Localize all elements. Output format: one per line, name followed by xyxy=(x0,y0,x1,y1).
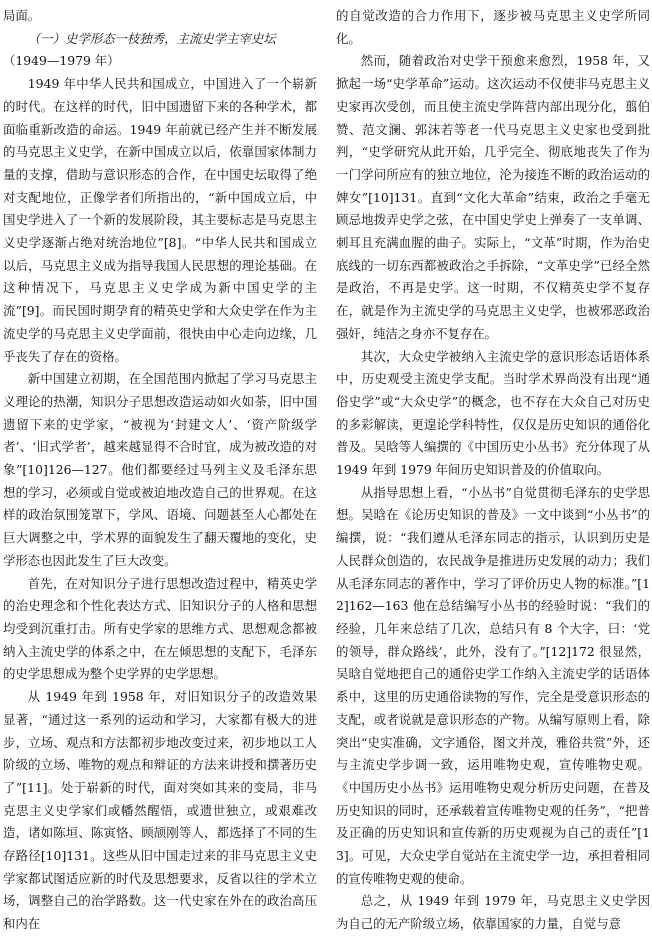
continued-paragraph: 局面。 xyxy=(3,8,41,23)
paragraph-second-point: 其次，大众史学被纳入主流史学的意识形态话语体系中，历史观受主流史学支配。当时学术界尚没有出现“通俗史学”或“大众史学”的概念，也不存在大众自己对历史的多彩解读，更遑论学科特性，仅仅是历史知识的通俗化普及。吴晗等人编撰的《中国历史小丛书》充分体现了从 1949 年到 1979 年间历史知识普及的价值取向。 xyxy=(336,348,650,478)
paragraph-history-revolution: 然而，随着政治对史学干预愈来愈烈，1958 年，又掀起一场“史学革命”运动。这次运动不仅使非马克思主义史家再次受创，而且使主流史学阵营内部出现分化，翦伯赞、范文澜、郭沫若等老一代马克思主义史家也受到批判，“史学研究从此开始，几乎完全、彻底地丧失了作为一门学问所应有的独立地位，沦为接连不断的政治运动的婢女”[10]131。直到“文化大革命”结束，政治之手毫无顾忌地拨弄史学之弦，在中国史学史上弹奏了一支单调、刺耳且充满血腥的曲子。实际上，“文革”时期，作为治史底线的一切东西都被政治之手拆除，“文革史学”已经全然是政治，不再是史学。这一时期，不仅精英史学不复存在，就是作为主流史学的马克思主义史学，也被邪恶政治强奸，纯洁之身亦不复存在。 xyxy=(336,53,650,341)
paragraph-guiding-thought: 从指导思想上看，“小丛书”自觉贯彻毛泽东的史学思想。吴晗在《论历史知识的普及》一文中谈到“小丛书”的编撰，说：“我们遵从毛泽东同志的指示，认识到历史是人民群众创造的，农民战争是推进历史发展的动力；我们从毛泽东同志的著作中，学习了评价历史人物的标准。”[12]162—163 他在总结编写小丛书的经验时说：“我们的经验，几年来总结了几次，总结只有 8 个大字，曰：‘党的领导，群众路线’，此外，没有了。”[12]172 很显然，吴晗自觉地把自己的通俗史学工作纳入主流史学的话语体系中，这里的历史通俗读物的写作，完全是受意识形态的支配，或者说就是意识形态的产物。从编写原则上看，除突出“史实准确，文字通俗，图文并茂，雅俗共赏”外，还与主流史学步调一致，运用唯物史观，宣传唯物史观。《中国历史小丛书》运用唯物史观分析历史问题，在普及历史知识的同时，还承载着宣传唯物史观的任务”，“把普及正确的历史知识和宣传新的历史观视为自己的责任”[13]。可见，大众史学自觉站在主流史学一边，承担着相同的宣传唯物史观的使命。 xyxy=(336,484,650,886)
section-heading: （一）史学形态一枝独秀，主流史学主宰史坛 xyxy=(27,30,276,46)
paragraph-1949-1958: 从 1949 年到 1958 年，对旧知识分子的改造效果显著，“通过这一系列的运动和学习，大家都有极大的进步，立场、观点和方法都初步地改变过来，初步地以工人阶级的立场、唯物的观点和辩证的方法来讲授和撰著历史了”[11]。处于崭新的时代，面对突如其来的变局，非马克思主义史学家们或幡然醒悟，或遗世独立，或艰难改造，诸如陈垣、陈寅恪、顾颉刚等人，都选择了不同的生存路径[10]131。这些从旧中国走过来的非马克思主义史学家都试图适应新的时代及思想要求，反省以往的学术立场，调整自己的治学路数。这一代史家在外在的政治高压和内在 xyxy=(3,689,317,932)
paragraph-thought-reform: 新中国建立初期，在全国范围内掀起了学习马克思主义理论的热潮，知识分子思想改造运动如火如荼，旧中国遗留下来的史学家，“被视为‘封建文人’、‘资产阶级学者’、‘旧式学者’，越来越显得不合时宜，成为被改造的对象”[10]126—127。他们都要经过马列主义及毛泽东思想的学习，必须或自觉或被迫地改造自己的世界观。在这样的政治氛围笼罩下，学风、语境、问题甚至人心都处在巨大调整之中，学术界的面貌发生了翻天覆地的变化，史学形态也因此发生了巨大改变。 xyxy=(3,371,317,568)
paragraph-1949-founding: 1949 年中华人民共和国成立，中国进入了一个崭新的时代。在这样的时代，旧中国遗留下来的各种学术，都面临重新改造的命运。1949 年前就已经产生并不断发展的马克思主义史学，在新中国成立以后，依靠国家体制力量的支撑，借助与意识形态的合作，在中国史坛取得了绝对支配地位，正像学者们所指出的，“新中国成立后，中国史学进入了一个新的发展阶段，其主要标志是马克思主义史学逐渐占绝对统治地位”[8]。“中华人民共和国成立以后，马克思主义成为指导我国人民思想的理论基础。在这种情况下，马克思主义史学成为新中国史学的主流”[9]。而民国时期孕育的精英史学和大众史学在作为主流史学的马克思主义史学面前，很快由中心走向边缘，几乎丧失了存在的资格。 xyxy=(3,76,317,364)
right-column xyxy=(336,5,650,936)
paragraph-conclusion: 总之，从 1949 年到 1979 年，马克思主义史学因为自己的无产阶级立场，依靠国家的力量，自觉与意 xyxy=(336,893,650,932)
continued-paragraph-right: 的自觉改造的合力作用下，逐步被马克思主义史学所同化。 xyxy=(336,8,650,46)
left-column xyxy=(3,5,317,936)
section-heading-years: （1949—1979 年） xyxy=(3,53,120,69)
paragraph-first-point: 首先，在对知识分子进行思想改造过程中，精英史学的治史理念和个性化表达方式、旧知识分子的人格和思想均受到沉重打击。所有史学家的思维方式、思想观念都被纳入主流史学的体系之中，在左倾思想的支配下，毛泽东的史学思想成为整个史学界的史学思想。 xyxy=(3,575,317,682)
